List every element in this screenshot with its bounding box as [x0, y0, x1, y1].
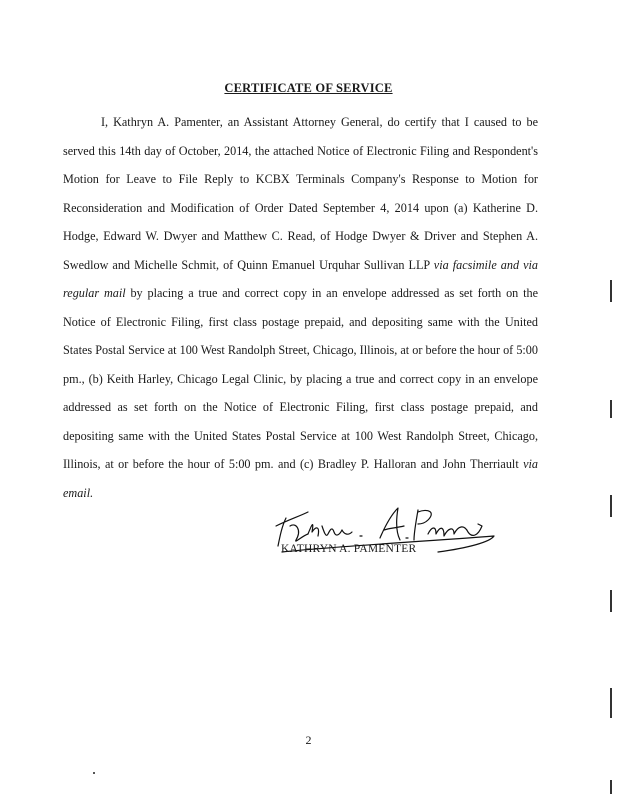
- document-title: CERTIFICATE OF SERVICE: [224, 81, 393, 95]
- scan-edge-mark: [610, 400, 612, 418]
- page-number: 2: [305, 733, 312, 747]
- body-text-part-1: I, Kathryn A. Pamenter, an Assistant Attorney General, do certify that I caused to be served this 14th day of October, 2014, the attached Notice of Electronic Filing and Respondent's Motion for Leave to File Reply to KCBX Terminals Company's Response to Motion for Reconsideration and Modification of Order Dated September 4, 2014 upon (a) Katherine D. Hodge, Edward W. Dwyer and Matthew C. Read, of Hodge Dwyer & Driver and Stephen A. Swedlow and Michelle Schmit, of Quinn Emanuel Urquhar Sullivan LLP: [63, 115, 538, 272]
- body-text-part-2: by placing a true and correct copy in an envelope addressed as set forth on the Notice of Electronic Filing, first class postage prepaid, and depositing same with the United States Postal Service at 100 West Randolph Street, Chicago, Illinois, at or before the hour of 5:00 pm., (b) Keith Harley, Chicago Legal Clinic, by placing a true and correct copy in an envelope addressed as set forth on the Notice of Electronic Filing, first class postage prepaid, and depositing same with the United States Postal Service at 100 West Randolph Street, Chicago, Illinois, at or before the hour of 5:00 pm. and (c) Bradley P. Halloran and John Therriault: [63, 286, 539, 471]
- scan-edge-mark: [610, 495, 612, 517]
- certificate-body: [63, 108, 538, 507]
- scan-edge-mark: [610, 688, 612, 718]
- scan-edge-mark: [610, 590, 612, 612]
- scan-edge-mark: [610, 780, 612, 794]
- scan-edge-mark: [610, 280, 612, 302]
- signer-name: KATHRYN A. PAMENTER: [281, 543, 417, 555]
- body-text-emphasis-2: via email.: [63, 457, 538, 500]
- body-text-emphasis-1: via facsimile and via regular mail: [63, 257, 539, 300]
- scan-speck: [93, 772, 95, 774]
